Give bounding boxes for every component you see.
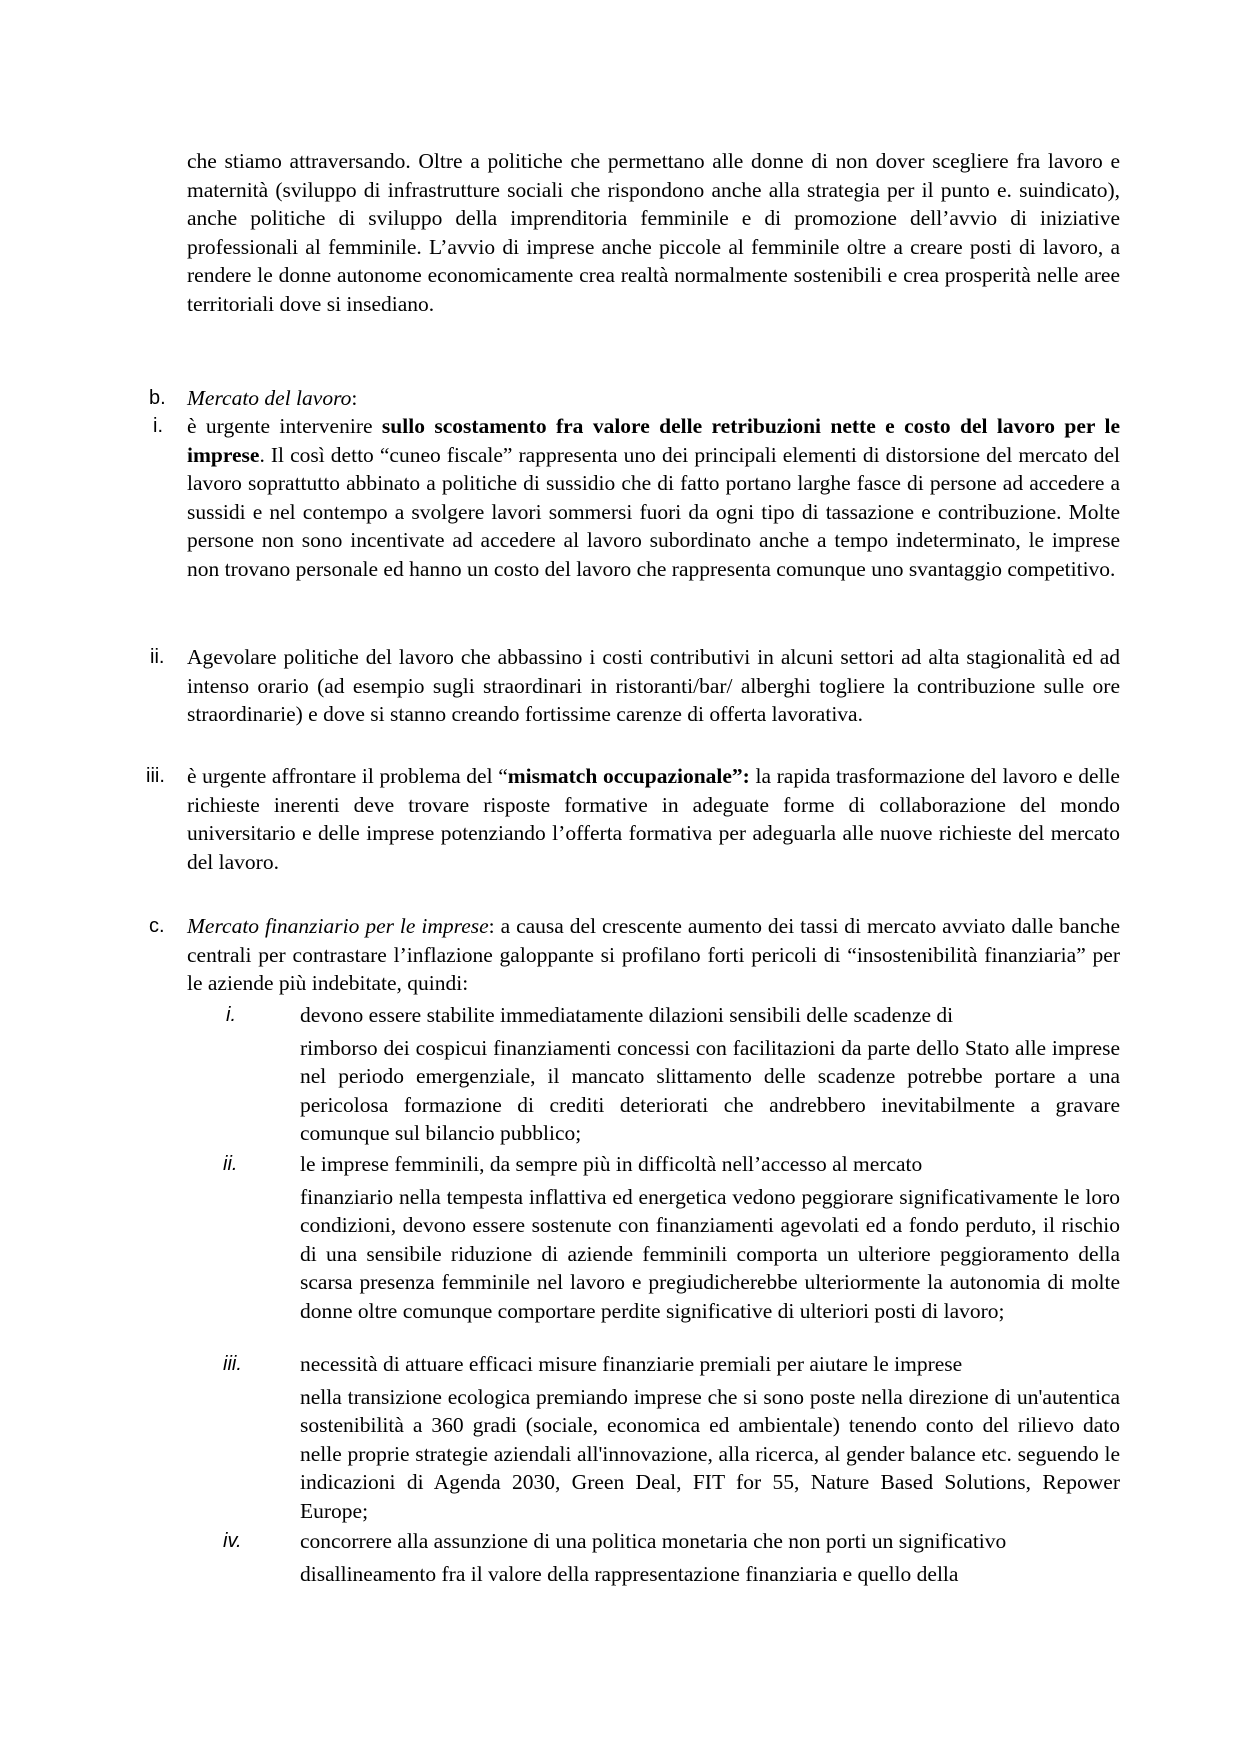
item-first-line: necessità di attuare efficaci misure finanziarie premiali per aiutare le imprese — [300, 1352, 963, 1376]
item-text-pre: è urgente intervenire — [187, 414, 382, 438]
section-c-item-4-text — [300, 1527, 1120, 1588]
intro-paragraph: che stiamo attraversando. Oltre a politiche che permettano alle donne di non dover scegliere fra lavoro e maternità (sviluppo di infrastrutture sociali che rispondono anche alla strategia per il punto e. suindicato), anche politiche di sviluppo della imprenditoria femminile e di promozione dell’avvio di iniziative professionali al femminile. L’avvio di imprese anche piccole al femminile oltre a creare posti di lavoro, a rendere le donne autonome economicamente crea realtà normalmente sostenibili e crea prosperità nelle aree territoriali dove si insediano. — [187, 149, 1120, 316]
section-b-item-1-text — [187, 412, 1120, 583]
item-rest-text: finanziario nella tempesta inflattiva ed energetica vedono peggiorare significativamente le loro condizioni, devono essere sostenute con finanziamenti agevolati ed a fondo perduto, il rischio di una sensibile riduzione di aziende femminili comporta un ulteriore peggioramento della scarsa presenza femminile nel lavoro e pregiudicherebbe ulteriormente la autonomia di molte donne oltre comunque comportare perdite significative di ulteriori posti di lavoro; — [300, 1184, 1120, 1323]
item-first-line: le imprese femminili, da sempre più in difficoltà nell’accesso al mercato — [300, 1152, 923, 1176]
section-b-item-3-marker: iii. — [146, 765, 165, 787]
section-b-item-3-text — [187, 762, 1120, 876]
section-c-intro — [187, 912, 1120, 998]
item-text-post: . Il così detto “cuneo fiscale” rappresenta uno dei principali elementi di distorsione del mercato del lavoro soprattutto abbinato a politiche di sussidio che di fatto portano larghe fasce di persone ad accedere a sussidi e nel contempo a svolgere lavori sommersi fuori da ogni tipo di tassazione e contribuzione. Molte persone non sono incentivate ad accedere al lavoro subordinato anche a tempo indeterminato, le imprese non trovano personale ed hanno un costo del lavoro che rappresenta comunque uno svantaggio competitivo. — [187, 442, 1120, 581]
item-first-line: concorrere alla assunzione di una politica monetaria che non porti un significativo — [300, 1529, 1007, 1553]
item-rest-text: disallineamento fra il valore della rappresentazione finanziaria e quello della — [300, 1561, 959, 1586]
section-b-item-2-text: Agevolare politiche del lavoro che abbassino i costi contributivi in alcuni settori ad alta stagionalità ed ad intenso orario (ad esempio sugli straordinari in ristoranti/bar/ alberghi togliere la contribuzione sulle ore straordinarie) e dove si stanno creando fortissime carenze di offerta lavorativa. — [187, 645, 1120, 726]
item-rest-text: rimborso dei cospicui finanziamenti concessi con facilitazioni da parte dello Stato alle imprese nel periodo emergenziale, il mancato slittamento delle scadenze potrebbe portare a una pericolosa formazione di crediti deteriorati che andrebbero inevitabilmente a gravare comunque sul bilancio pubblico; — [300, 1035, 1120, 1145]
section-c-intro-text: : a causa del crescente aumento dei tassi di mercato avviato dalle banche centrali per contrastare l’inflazione galoppante si profilano forti pericoli di “insostenibilità finanziaria” per le aziende più indebitate, quindi: — [187, 914, 1120, 995]
section-c-item-3-text — [300, 1350, 1120, 1525]
section-b-heading — [187, 384, 1120, 413]
section-b-item-2-marker: ii. — [150, 646, 165, 668]
section-c-title: Mercato finanziario per le imprese — [187, 914, 489, 938]
section-c-item-3-marker: iii. — [223, 1353, 242, 1375]
section-c-marker: c. — [149, 915, 165, 937]
section-c-item-2-marker: ii. — [223, 1153, 238, 1175]
section-c-item-4-marker: iv. — [223, 1530, 242, 1552]
section-b-title: Mercato del lavoro — [187, 386, 352, 410]
item-text-bold: sullo scostamento fra valore delle retribuzioni nette e costo del lavoro per le imprese — [187, 414, 1120, 467]
item-text-post: la rapida trasformazione del lavoro e delle richieste inerenti deve trovare risposte formative in adeguate forme di collaborazione del mondo universitario e delle imprese potenziando l’offerta formativa per adeguarla alle nuove richieste del mercato del lavoro. — [187, 764, 1120, 874]
section-c-item-1-marker: i. — [226, 1004, 236, 1026]
section-c-item-2-text — [300, 1150, 1120, 1325]
section-b-item-1-marker: i. — [153, 415, 163, 437]
item-first-line: devono essere stabilite immediatamente dilazioni sensibili delle scadenze di — [300, 1003, 954, 1027]
section-b-marker: b. — [149, 387, 166, 409]
section-c-item-1-text — [300, 1001, 1120, 1148]
item-rest-text: nella transizione ecologica premiando imprese che si sono poste nella direzione di un'autentica sostenibilità a 360 gradi (sociale, economica ed ambientale) tenendo conto del rilievo dato nelle proprie strategie aziendali all'innovazione, alla ricerca, al gender balance etc. seguendo le indicazioni di Agenda 2030, Green Deal, FIT for 55, Nature Based Solutions, Repower Europe; — [300, 1384, 1120, 1523]
item-text-bold: mismatch occupazionale”: — [507, 764, 750, 788]
item-text-pre: è urgente affrontare il problema del “ — [187, 764, 508, 788]
section-b-colon: : — [351, 386, 358, 410]
